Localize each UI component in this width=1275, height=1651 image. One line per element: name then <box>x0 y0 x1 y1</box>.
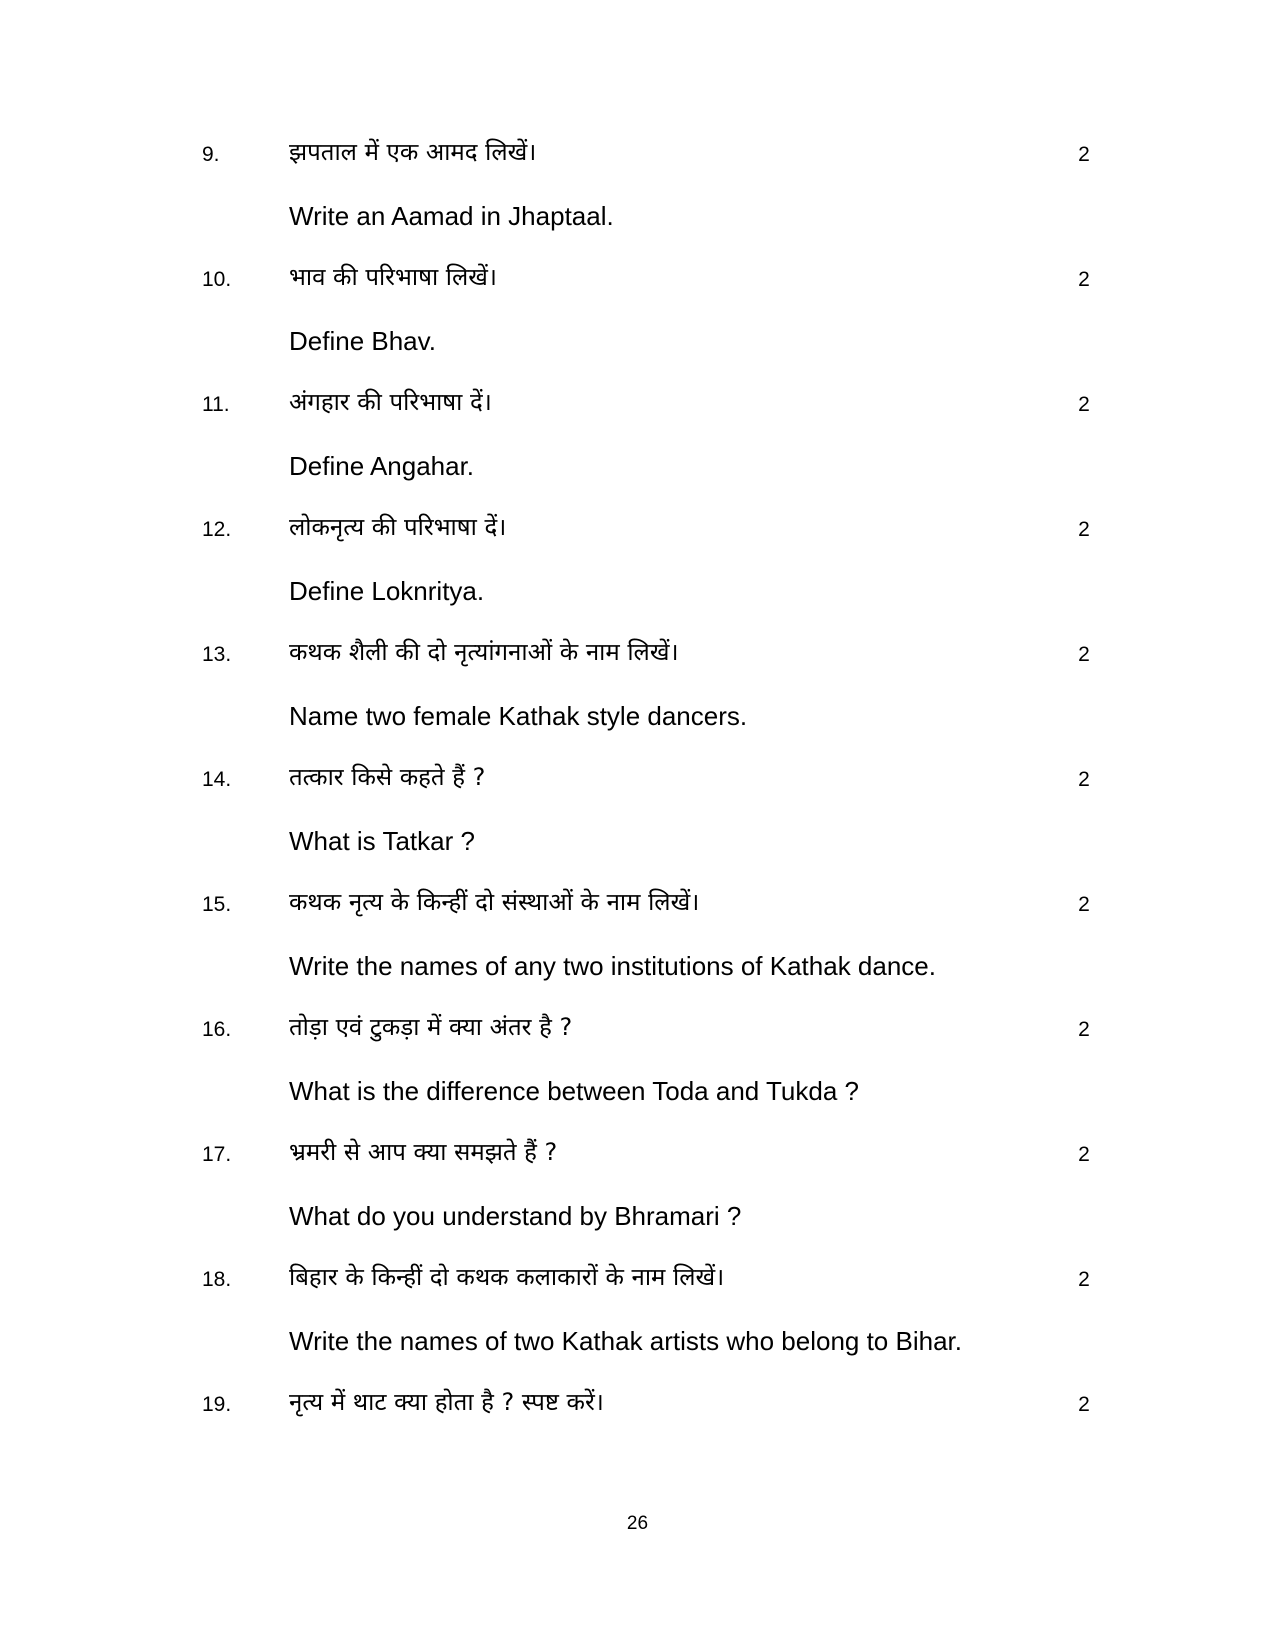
question-number: 12. <box>202 518 232 541</box>
question-text-english: Define Loknritya. <box>289 576 485 606</box>
question-text-english: Write the names of any two institutions of Kathak dance. <box>289 951 936 981</box>
question-text-hindi: अंगहार की परिभाषा दें। <box>289 388 492 416</box>
page-number: 26 <box>626 1513 649 1534</box>
question-text-english: Write an Aamad in Jhaptaal. <box>289 201 614 231</box>
question-number: 16. <box>202 1018 232 1041</box>
question-number: 15. <box>202 893 232 916</box>
question-number: 9. <box>202 143 220 166</box>
question-text-english: Define Angahar. <box>289 451 475 481</box>
question-text-hindi: भ्रमरी से आप क्या समझते हैं ? <box>289 1138 558 1166</box>
question-text-english: Write the names of two Kathak artists who belong to Bihar. <box>289 1326 962 1356</box>
question-text-hindi: झपताल में एक आमद लिखें। <box>289 138 537 166</box>
question-text-hindi: लोकनृत्य की परिभाषा दें। <box>289 513 507 541</box>
question-text-hindi: बिहार के किन्हीं दो कथक कलाकारों के नाम लिखें। <box>289 1263 725 1291</box>
question-text-english: What is Tatkar ? <box>289 826 475 856</box>
question-marks: 2 <box>1078 1268 1090 1291</box>
question-number: 14. <box>202 768 232 791</box>
question-marks: 2 <box>1078 1018 1090 1041</box>
question-number: 10. <box>202 268 232 291</box>
question-text-english: What do you understand by Bhramari ? <box>289 1201 742 1231</box>
question-text-hindi: तत्कार किसे कहते हैं ? <box>289 763 486 791</box>
question-text-hindi: कथक शैली की दो नृत्यांगनाओं के नाम लिखें। <box>289 638 679 666</box>
question-number: 18. <box>202 1268 232 1291</box>
question-text-hindi: कथक नृत्य के किन्हीं दो संस्थाओं के नाम लिखें। <box>289 888 700 916</box>
question-text-english: Name two female Kathak style dancers. <box>289 701 748 731</box>
question-text-english: What is the difference between Toda and Tukda ? <box>289 1076 859 1106</box>
question-text-hindi: भाव की परिभाषा लिखें। <box>289 263 498 291</box>
question-marks: 2 <box>1078 518 1090 541</box>
question-marks: 2 <box>1078 768 1090 791</box>
question-marks: 2 <box>1078 893 1090 916</box>
question-marks: 2 <box>1078 1393 1090 1416</box>
question-marks: 2 <box>1078 143 1090 166</box>
question-marks: 2 <box>1078 643 1090 666</box>
question-marks: 2 <box>1078 393 1090 416</box>
question-marks: 2 <box>1078 268 1090 291</box>
question-text-hindi: तोड़ा एवं टुकड़ा में क्या अंतर है ? <box>289 1013 573 1041</box>
question-text-english: Define Bhav. <box>289 326 436 356</box>
question-text-hindi: नृत्य में थाट क्या होता है ? स्पष्ट करें। <box>289 1388 604 1416</box>
question-number: 17. <box>202 1143 232 1166</box>
question-number: 11. <box>202 393 230 416</box>
question-marks: 2 <box>1078 1143 1090 1166</box>
question-number: 13. <box>202 643 232 666</box>
question-number: 19. <box>202 1393 232 1416</box>
